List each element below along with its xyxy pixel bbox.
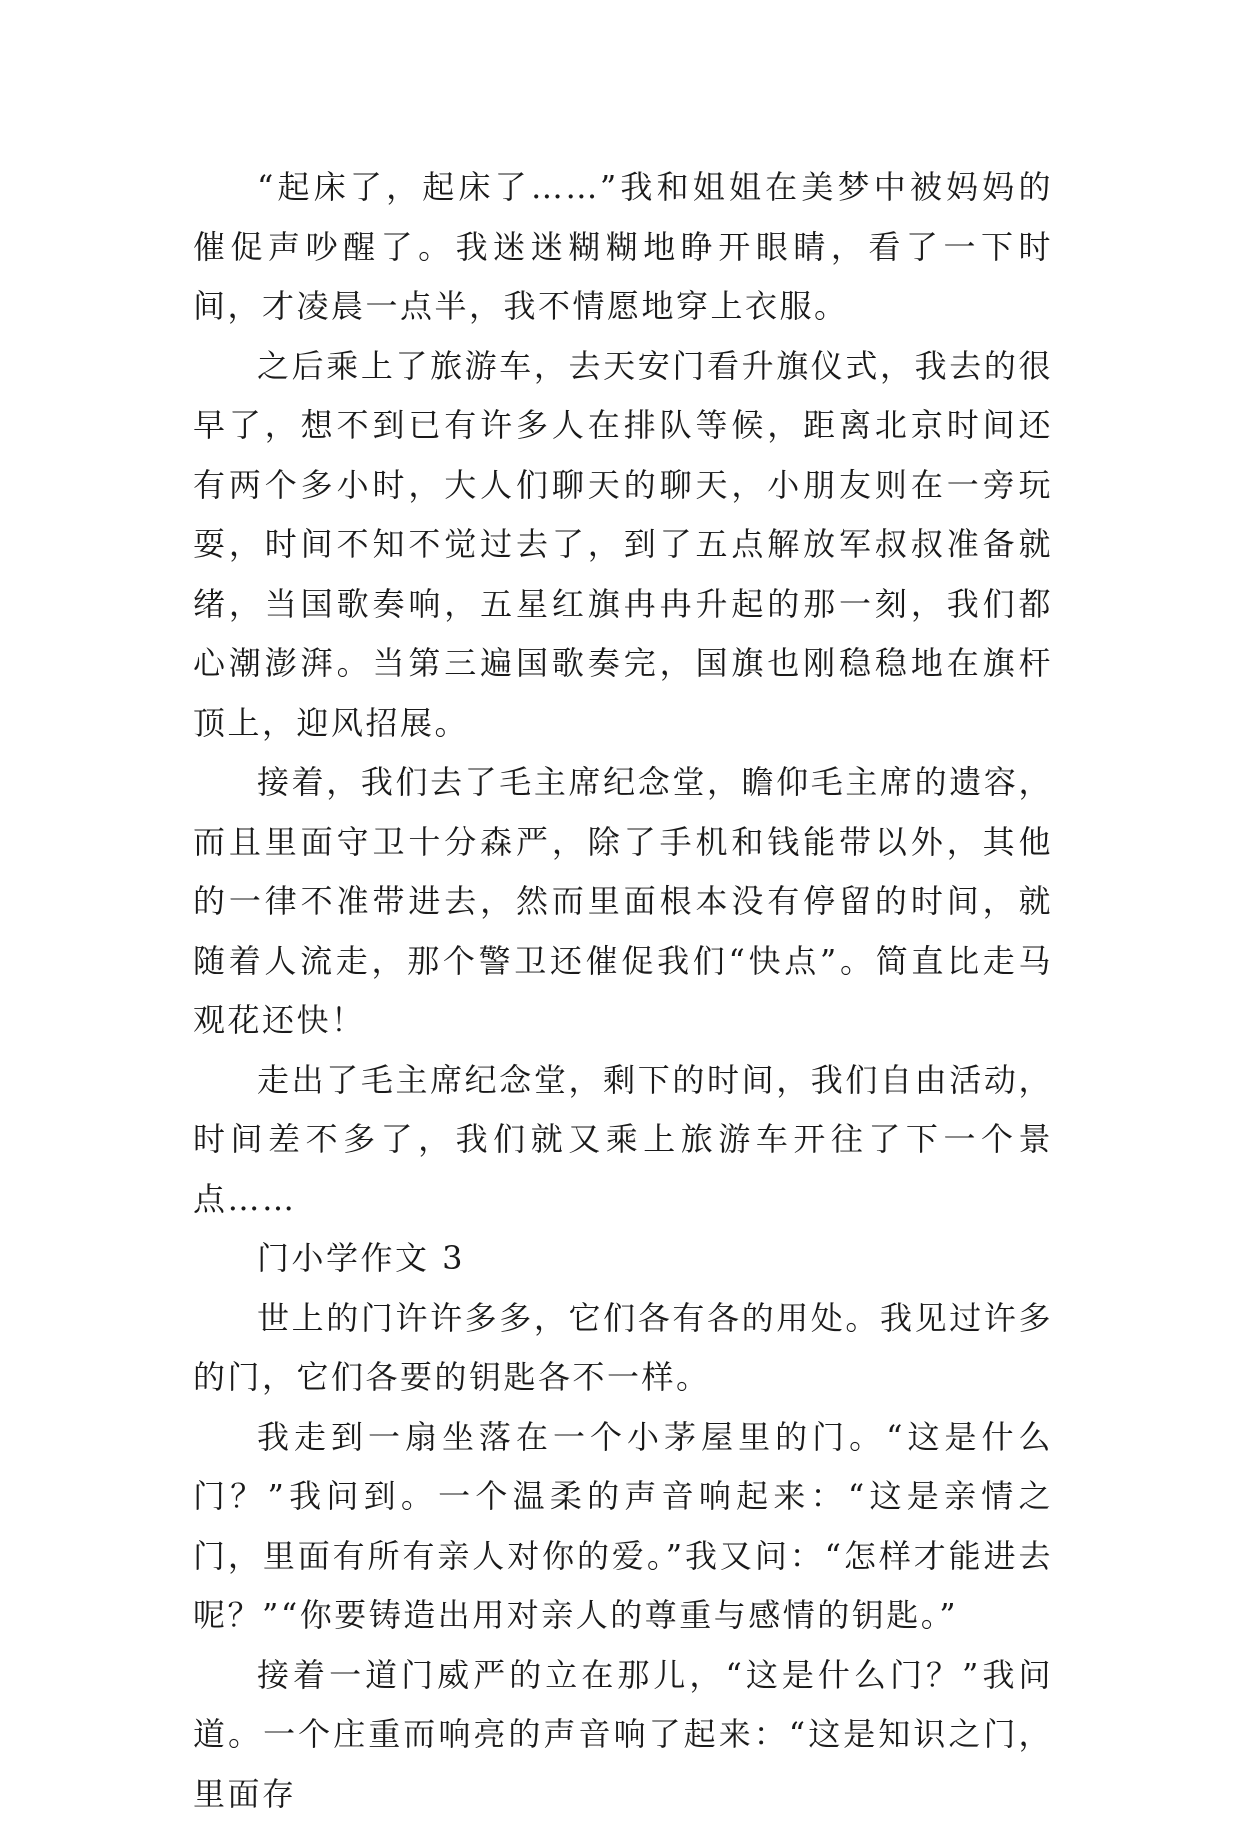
- paragraph-1: “起床了，起床了……”我和姐姐在美梦中被妈妈的催促声吵醒了。我迷迷糊糊地睁开眼睛，看了一下时间，才凌晨一点半，我不情愿地穿上衣服。: [193, 158, 1053, 337]
- paragraph-3: 接着，我们去了毛主席纪念堂，瞻仰毛主席的遗容，而且里面守卫十分森严，除了手机和钱能带以外，其他的一律不准带进去，然而里面根本没有停留的时间，就随着人流走，那个警卫还催促我们“快点”。简直比走马观花还快！: [193, 753, 1053, 1051]
- paragraph-5: 世上的门许许多多，它们各有各的用处。我见过许多的门，它们各要的钥匙各不一样。: [193, 1289, 1053, 1408]
- section-heading: 门小学作文 3: [193, 1229, 1053, 1289]
- document-body: [193, 158, 1053, 1824]
- paragraph-6: 我走到一扇坐落在一个小茅屋里的门。“这是什么门？”我问到。一个温柔的声音响起来：“这是亲情之门，里面有所有亲人对你的爱。”我又问：“怎样才能进去呢？”“你要铸造出用对亲人的尊重与感情的钥匙。”: [193, 1408, 1053, 1646]
- paragraph-2: 之后乘上了旅游车，去天安门看升旗仪式，我去的很早了，想不到已有许多人在排队等候，距离北京时间还有两个多小时，大人们聊天的聊天，小朋友则在一旁玩耍，时间不知不觉过去了，到了五点解放军叔叔准备就绪，当国歌奏响，五星红旗冉冉升起的那一刻，我们都心潮澎湃。当第三遍国歌奏完，国旗也刚稳稳地在旗杆顶上，迎风招展。: [193, 337, 1053, 754]
- paragraph-7: 接着一道门威严的立在那儿，“这是什么门？”我问道。一个庄重而响亮的声音响了起来：“这是知识之门，里面存: [193, 1646, 1053, 1824]
- paragraph-4: 走出了毛主席纪念堂，剩下的时间，我们自由活动，时间差不多了，我们就又乘上旅游车开往了下一个景点……: [193, 1051, 1053, 1230]
